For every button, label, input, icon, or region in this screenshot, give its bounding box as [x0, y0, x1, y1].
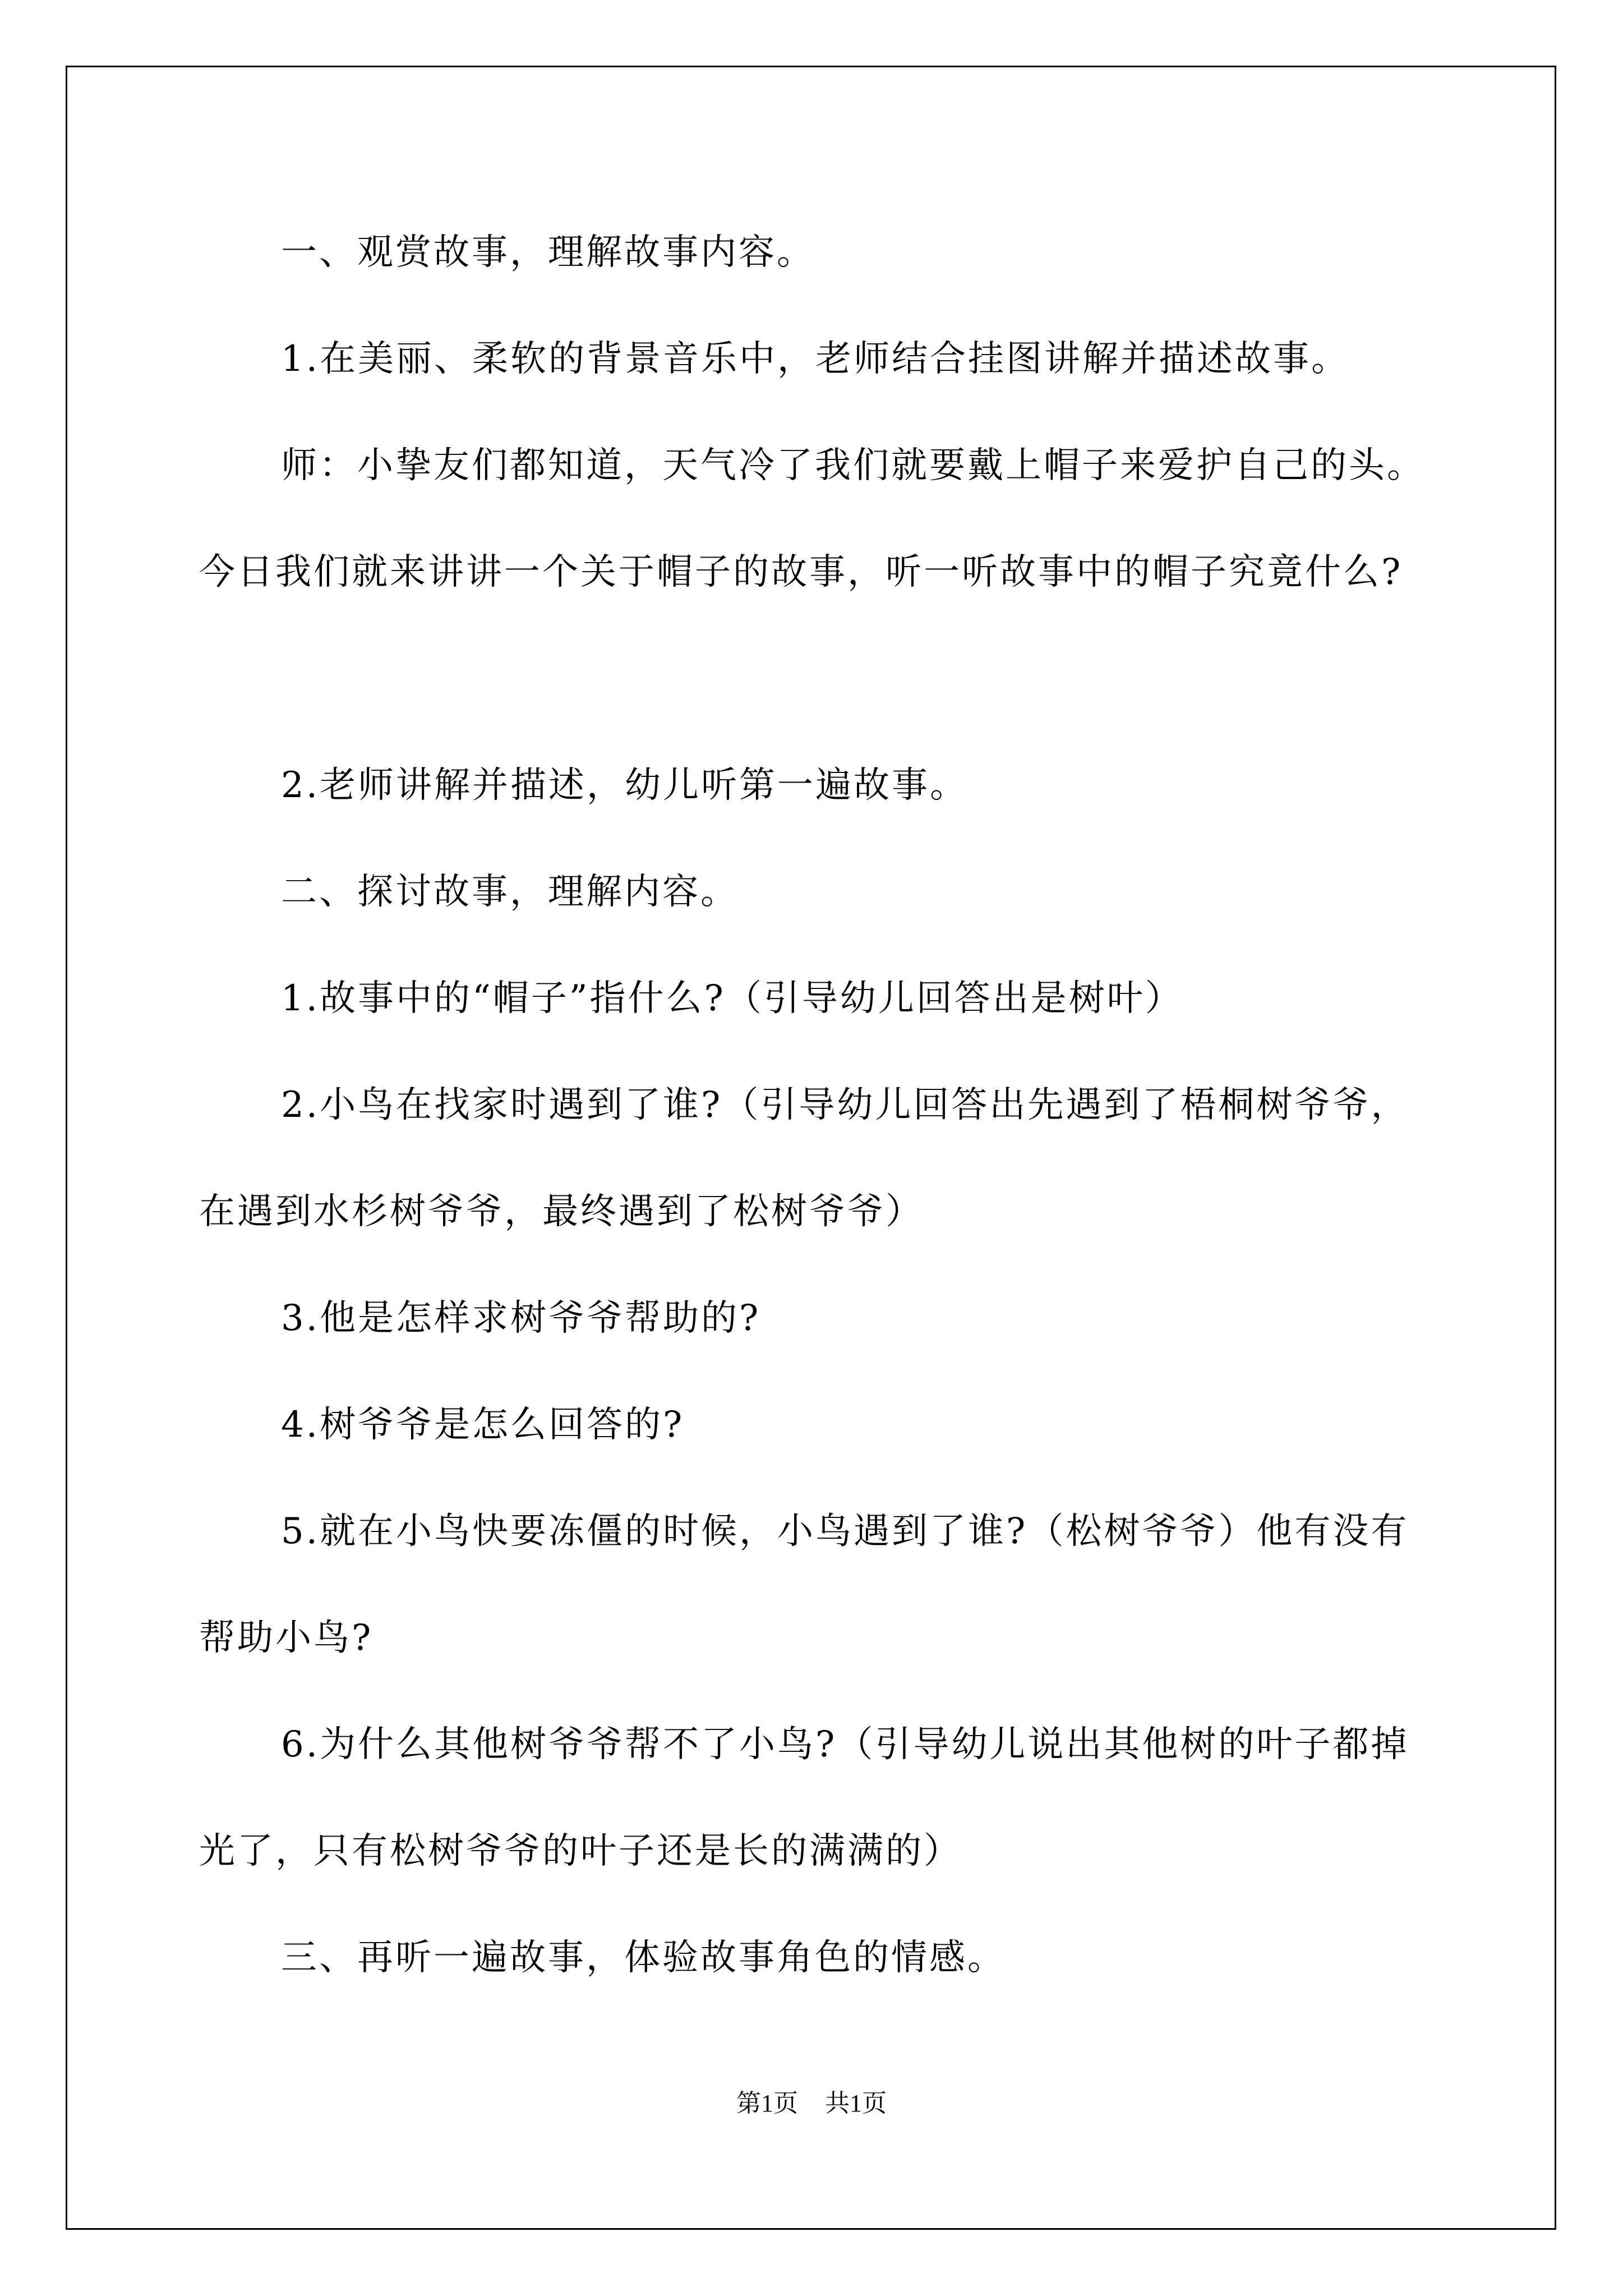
paragraph-section-2-heading: 二、探讨故事，理解内容。	[281, 871, 739, 913]
paragraph-section-3-heading: 三、再听一遍故事，体验故事角色的情感。	[281, 1937, 1006, 1978]
paragraph-item-1-2: 2.老师讲解并描述，幼儿听第一遍故事。	[281, 765, 969, 806]
paragraph-teacher-intro: 师：小挚友们都知道，天气冷了我们就要戴上帽子来爱护自己的头。今日我们就来讲讲一个关于帽子的故事，听一听故事中的帽子究竟什么?	[199, 445, 1425, 593]
footer-total-pages: 共1页	[825, 2090, 887, 2117]
footer-current-page: 第1页	[736, 2090, 798, 2117]
paragraph-question-6: 6.为什么其他树爷爷帮不了小鸟?（引导幼儿说出其他树的叶子都掉光了，只有松树爷爷的叶子还是长的满满的）	[199, 1724, 1409, 1872]
paragraph-question-1: 1.故事中的“帽子”指什么?（引导幼儿回答出是树叶）	[281, 978, 1183, 1019]
paragraph-question-4: 4.树爷爷是怎么回答的?	[281, 1404, 685, 1446]
paragraph-question-5: 5.就在小鸟快要冻僵的时候，小鸟遇到了谁?（松树爷爷）他有没有帮助小鸟?	[199, 1511, 1409, 1659]
paragraph-section-1-heading: 一、观赏故事，理解故事内容。	[281, 232, 815, 273]
page-footer	[0, 2087, 1623, 2120]
paragraph-question-3: 3.他是怎样求树爷爷帮助的?	[281, 1297, 761, 1339]
paragraph-item-1-1: 1.在美丽、柔软的背景音乐中，老师结合挂图讲解并描述故事。	[281, 338, 1350, 380]
paragraph-question-2: 2.小鸟在找家时遇到了谁?（引导幼儿回答出先遇到了梧桐树爷爷，在遇到水杉树爷爷，最终遇到了松树爷爷）	[199, 1084, 1409, 1232]
